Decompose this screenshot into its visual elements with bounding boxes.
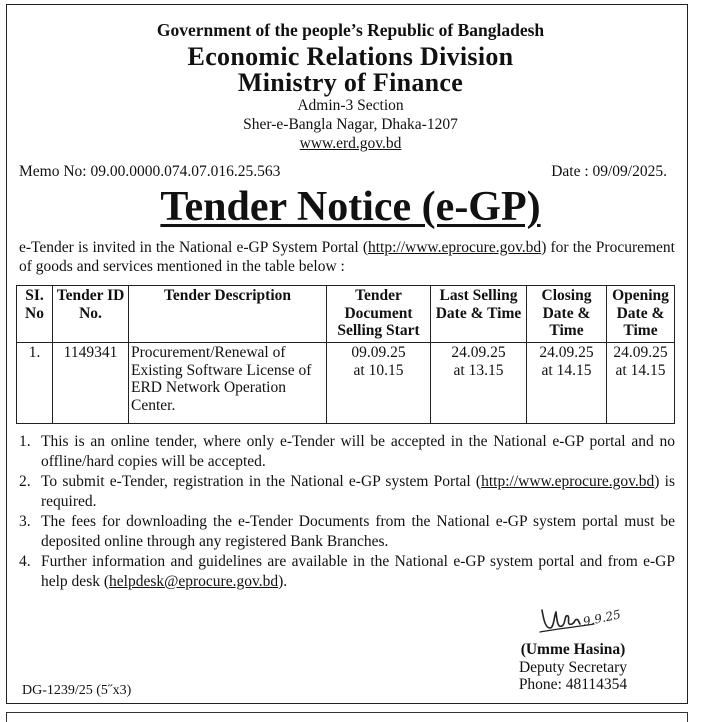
ministry-heading: Ministry of Finance	[237, 68, 464, 97]
instructions-list	[19, 432, 675, 592]
page-title	[0, 183, 701, 231]
item-text: Further information and guidelines are available in the National e-GP system portal and from e-GP help desk (	[41, 553, 675, 590]
last-selling-date: 24.09.25	[451, 344, 506, 361]
handwritten-signature	[536, 602, 622, 638]
col-header-tender-id: Tender ID No.	[53, 286, 129, 343]
cell-sl: 1.	[17, 343, 53, 424]
list-item	[19, 512, 675, 552]
list-item	[19, 472, 675, 512]
item-number: 1.	[19, 433, 31, 450]
memo-number: Memo No: 09.00.0000.074.07.016.25.563	[19, 163, 281, 180]
signatory-phone: Phone: 48114354	[518, 676, 628, 693]
signatory-designation: Deputy Secretary	[518, 658, 628, 676]
signatory-block	[508, 641, 638, 694]
eprocure-link[interactable]: http://www.eprocure.gov.bd	[481, 473, 655, 490]
cell-last-selling	[431, 343, 527, 424]
cell-description: Procurement/Renewal of Existing Software License of ERD Network Operation Center.	[129, 343, 327, 424]
cell-selling-start	[327, 343, 431, 424]
opening-time: at 14.15	[615, 361, 666, 379]
division-heading: Economic Relations Division	[187, 42, 514, 71]
tender-table	[16, 285, 675, 424]
col-header-last-selling: Last Selling Date & Time	[431, 286, 527, 343]
item-text-end: ).	[278, 573, 288, 590]
website-link[interactable]: www.erd.gov.bd	[299, 135, 402, 152]
col-header-closing: Closing Date & Time	[527, 286, 607, 343]
dg-reference: DG-1239/25 (5˝x3)	[22, 683, 132, 698]
col-header-opening: Opening Date & Time	[607, 286, 675, 343]
col-header-description: Tender Description	[129, 286, 327, 343]
government-heading: Government of the people’s Republic of Bangladesh	[156, 20, 545, 40]
cell-closing	[527, 343, 607, 424]
table-header-row	[17, 286, 675, 343]
title-text: Tender Notice (e-GP)	[160, 184, 541, 230]
last-selling-time: at 13.15	[453, 361, 504, 379]
item-text: To submit e-Tender, registration in the National e-GP system Portal (	[41, 473, 482, 490]
item-number: 4.	[19, 553, 31, 570]
opening-date: 24.09.25	[613, 344, 668, 361]
address-line: Sher-e-Bangla Nagar, Dhaka-1207	[243, 116, 458, 133]
next-notice-border	[6, 712, 688, 722]
cell-opening	[607, 343, 675, 424]
list-item	[19, 552, 675, 592]
signature-date: 9.9.25	[581, 607, 622, 629]
notice-date: Date : 09/09/2025.	[551, 163, 667, 180]
intro-text-end: ) for the Procurement of goods and services mentioned in the table below :	[19, 239, 675, 275]
item-number: 2.	[19, 473, 31, 490]
closing-date: 24.09.25	[539, 344, 594, 361]
selling-start-time: at 10.15	[353, 361, 404, 379]
item-number: 3.	[19, 513, 31, 530]
section-line: Admin-3 Section	[297, 97, 404, 114]
closing-time: at 14.15	[541, 361, 592, 379]
selling-start-date: 09.09.25	[351, 344, 406, 361]
eprocure-link[interactable]: http://www.eprocure.gov.bd	[368, 239, 542, 256]
table-row	[17, 343, 675, 424]
col-header-selling-start: Tender Document Selling Start	[327, 286, 431, 343]
helpdesk-email-link[interactable]: helpdesk@eprocure.gov.bd	[109, 573, 279, 590]
item-text: This is an online tender, where only e-Tender will be accepted in the National e-GP portal and no offline/hard copies will be accepted.	[41, 433, 675, 470]
col-header-sl: SI. No	[17, 286, 53, 343]
intro-text-start: e-Tender is invited in the National e-GP System Portal (	[19, 239, 368, 256]
signatory-name: (Umme Hasina)	[520, 641, 626, 658]
list-item	[19, 432, 675, 472]
intro-paragraph	[19, 238, 675, 276]
cell-tender-id: 1149341	[53, 343, 129, 424]
item-text-end: ) is required.	[41, 473, 675, 510]
item-text: The fees for downloading the e-Tender Documents from the National e-GP system portal must be deposited online through any registered Bank Branches.	[41, 513, 675, 550]
